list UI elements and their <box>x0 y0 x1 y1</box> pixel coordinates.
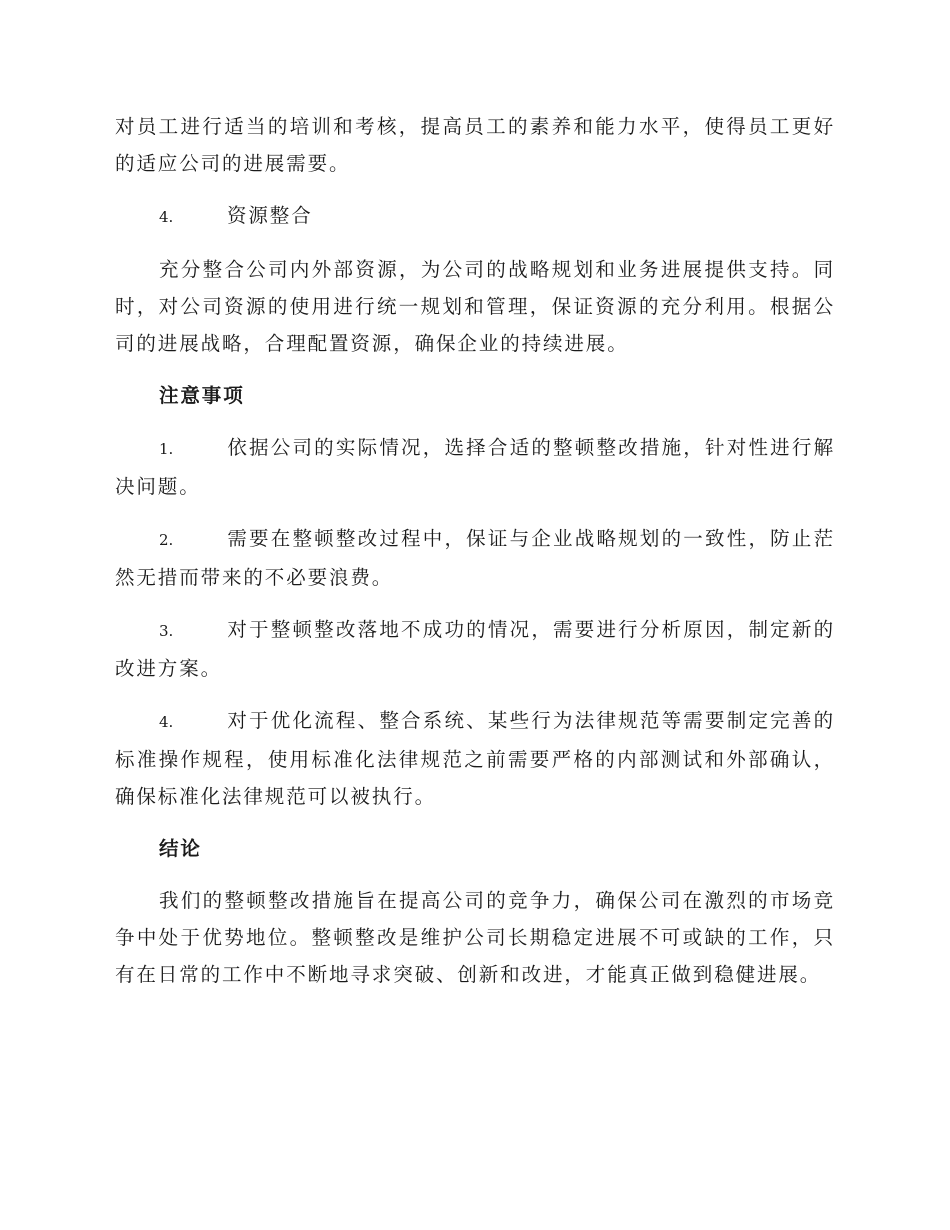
text-line: 司的进展战略，合理配置资源，确保企业的持续进展。 <box>115 332 629 355</box>
item-4-heading <box>115 197 835 236</box>
text-line: 的适应公司的进展需要。 <box>115 152 351 175</box>
text-line <box>115 429 835 468</box>
document-page <box>115 108 835 1008</box>
text-line: 对员工进行适当的培训和考核，提高员工的素养和能力水平，使得员工更好 <box>115 115 835 138</box>
section-heading-conclusion: 结论 <box>159 837 202 860</box>
note-item-1 <box>115 429 835 505</box>
text-line: 然无措而带来的不必要浪费。 <box>115 566 394 589</box>
note-item-4 <box>115 702 835 815</box>
item-number: 4. <box>159 713 174 731</box>
resource-paragraph <box>115 251 835 362</box>
item-number: 1. <box>159 440 174 458</box>
section-heading-notes: 注意事项 <box>159 384 245 407</box>
text-line <box>115 702 835 741</box>
item-number: 2. <box>159 531 174 549</box>
item-text: 对于整顿整改落地不成功的情况，需要进行分析原因，制定新的 <box>227 618 835 641</box>
text-line: 改进方案。 <box>115 657 223 680</box>
text-line: 争中处于优势地位。整顿整改是维护公司长期稳定进展不可或缺的工作，只 <box>115 926 835 949</box>
text-line <box>115 520 835 559</box>
text-line: 我们的整顿整改措施旨在提高公司的竞争力，确保公司在激烈的市场竞 <box>159 889 835 912</box>
note-item-2 <box>115 520 835 596</box>
text-line: 决问题。 <box>115 475 201 498</box>
conclusion-paragraph <box>115 882 835 993</box>
item-text: 需要在整顿整改过程中，保证与企业战略规划的一致性，防止茫 <box>227 527 835 550</box>
text-line: 有在日常的工作中不断地寻求突破、创新和改进，才能真正做到稳健进展。 <box>115 963 822 986</box>
item-text: 依据公司的实际情况，选择合适的整顿整改措施，针对性进行解 <box>227 436 835 459</box>
intro-paragraph <box>115 108 835 182</box>
item-number: 3. <box>159 622 174 640</box>
item-title: 资源整合 <box>227 204 313 227</box>
text-line: 确保标准化法律规范可以被执行。 <box>115 785 437 808</box>
note-item-3 <box>115 611 835 687</box>
text-line: 充分整合公司内外部资源，为公司的战略规划和业务进展提供支持。同 <box>159 258 835 281</box>
item-text: 对于优化流程、整合系统、某些行为法律规范等需要制定完善的 <box>227 709 835 732</box>
text-line: 标准操作规程，使用标准化法律规范之前需要严格的内部测试和外部确认， <box>115 748 835 771</box>
text-line <box>115 611 835 650</box>
text-line: 时，对公司资源的使用进行统一规划和管理，保证资源的充分利用。根据公 <box>115 295 835 318</box>
item-number: 4. <box>159 208 174 226</box>
